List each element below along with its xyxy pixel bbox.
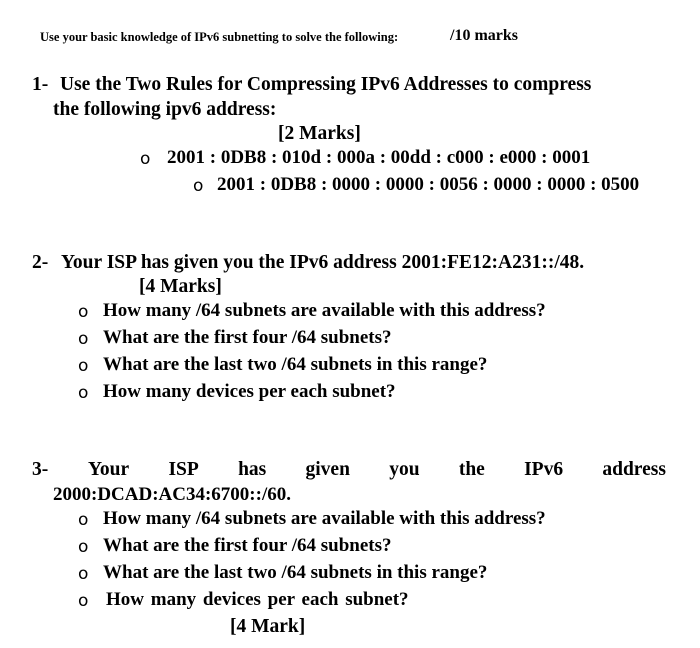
q2-item-3: What are the last two /64 subnets in this range? — [103, 354, 488, 375]
q2-item-4: How many devices per each subnet? — [103, 381, 396, 402]
q2-bullet: o — [78, 302, 89, 322]
q3-word: IPv6 — [524, 459, 564, 480]
q3-marks: [4 Mark] — [230, 616, 306, 637]
q3-word: ISP — [168, 459, 199, 480]
q3-word: Your — [88, 459, 130, 480]
q1-marks: [2 Marks] — [278, 123, 361, 144]
q2-bullet: o — [78, 383, 89, 403]
q2-line1: Your ISP has given you the IPv6 address 2001:FE12:A231::/48. — [61, 252, 585, 273]
q3-number: 3- — [32, 459, 49, 480]
q2-bullet: o — [78, 329, 89, 349]
q3-word: given — [305, 459, 350, 480]
q3-line1 — [88, 460, 666, 480]
q1-line2: the following ipv6 address: — [53, 99, 277, 120]
q2-item-1: How many /64 subnets are available with this address? — [103, 300, 546, 321]
total-marks: /10 marks — [450, 27, 518, 44]
q3-word: the — [458, 459, 485, 480]
q3-item-3: What are the last two /64 subnets in this range? — [103, 562, 488, 583]
q3-bullet: o — [78, 537, 89, 557]
q1-bullet: o — [193, 176, 204, 196]
q3-word: you — [389, 459, 420, 480]
q1-bullet: o — [140, 149, 151, 169]
q1-line1: Use the Two Rules for Compressing IPv6 Addresses to compress — [60, 74, 592, 95]
q3-word: has — [238, 459, 267, 480]
q3-line2: 2000:DCAD:AC34:6700::/60. — [53, 484, 291, 505]
q3-bullet: o — [78, 564, 89, 584]
q3-item-1: How many /64 subnets are available with this address? — [103, 508, 546, 529]
q3-item-2: What are the first four /64 subnets? — [103, 535, 392, 556]
q3-bullet: o — [78, 510, 89, 530]
q3-item-4: How many devices per each subnet? — [106, 589, 409, 610]
q2-bullet: o — [78, 356, 89, 376]
q1-number: 1- — [32, 74, 49, 95]
q1-address-1: 2001 : 0DB8 : 010d : 000a : 00dd : c000 : e000 : 0001 — [167, 147, 591, 168]
q1-address-2: 2001 : 0DB8 : 0000 : 0000 : 0056 : 0000 : 0000 : 0500 — [217, 174, 640, 195]
q2-item-2: What are the first four /64 subnets? — [103, 327, 392, 348]
q3-word: address — [602, 459, 666, 480]
q2-number: 2- — [32, 252, 49, 273]
q3-bullet: o — [78, 591, 89, 611]
q2-marks: [4 Marks] — [139, 276, 222, 297]
instruction-text: Use your basic knowledge of IPv6 subnetting to solve the following: — [40, 30, 399, 44]
